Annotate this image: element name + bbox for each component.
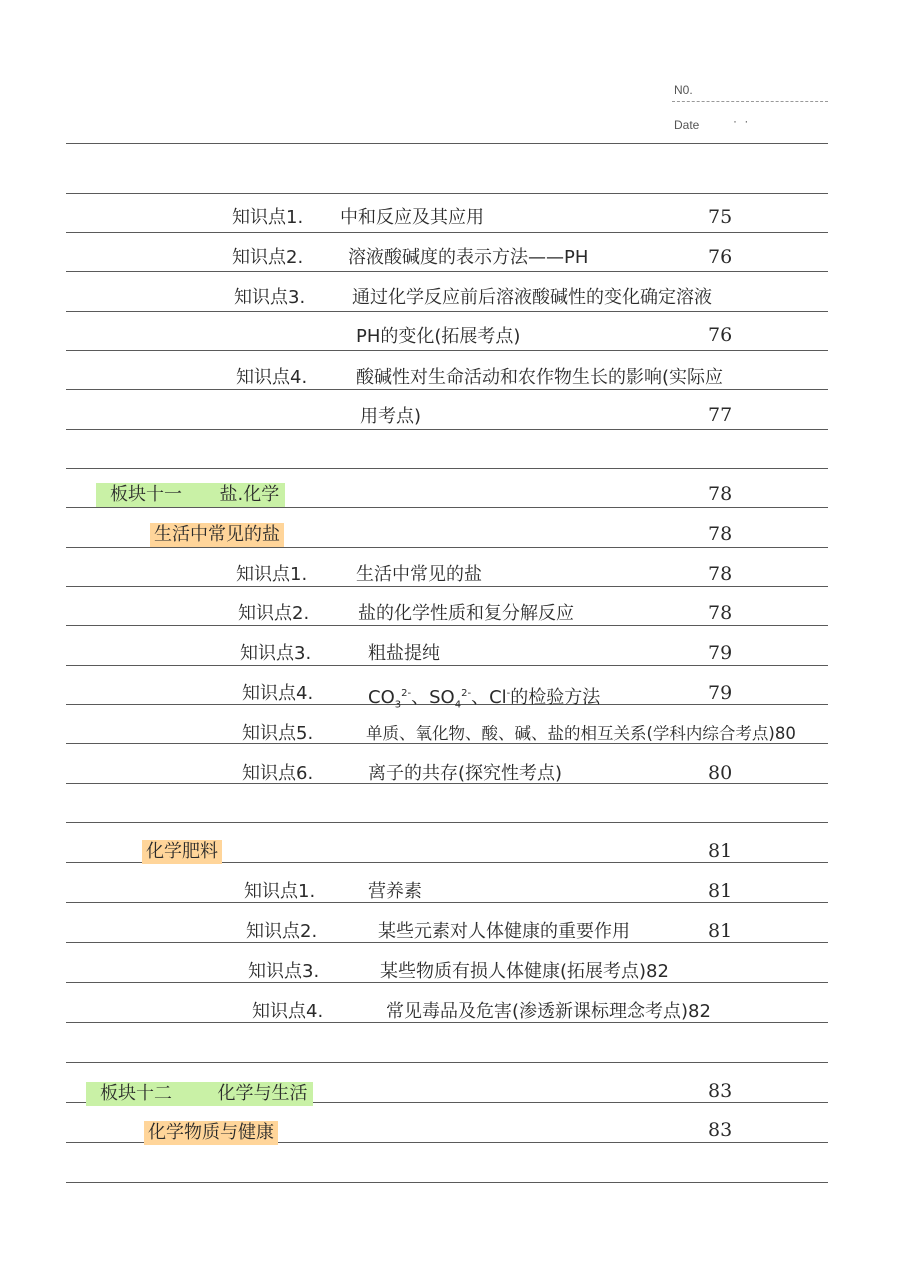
chloride-ion: Cl: [489, 687, 507, 708]
sulfate-charge: 2-: [461, 688, 472, 699]
knowledge-point-label: 知识点2.: [238, 603, 310, 624]
page-number: 78: [708, 563, 733, 585]
knowledge-point-label: 知识点3.: [234, 287, 306, 308]
entry-title: 单质、氧化物、酸、碱、盐的相互关系(学科内综合考点)80: [366, 724, 796, 743]
entry-title: 溶液酸碱度的表示方法——PH: [348, 247, 589, 268]
entry-title: 酸碱性对生命活动和农作物生长的影响(实际应: [356, 367, 724, 388]
carbonate-subscript: 3: [394, 699, 402, 711]
sulfate-ion: SO: [429, 687, 455, 708]
section-label: 板块十二: [100, 1083, 172, 1104]
subsection-title: 化学肥料: [142, 840, 222, 864]
ion-formulas: [368, 682, 600, 718]
page-number: 75: [708, 206, 733, 228]
knowledge-point-label: 知识点4.: [236, 367, 308, 388]
knowledge-point-label: 知识点1.: [236, 564, 308, 585]
page-number: 78: [708, 602, 733, 624]
knowledge-point-label: 知识点2.: [246, 921, 318, 942]
entry-title: 中和反应及其应用: [340, 207, 484, 228]
ruled-line: [66, 1182, 828, 1183]
entry-title: 盐的化学性质和复分解反应: [358, 603, 574, 624]
section-label: 板块十一: [110, 484, 182, 505]
knowledge-point-label: 知识点3.: [248, 961, 320, 982]
page-number: 83: [708, 1080, 733, 1102]
date-label: Date: [674, 118, 700, 132]
knowledge-point-label: 知识点4.: [252, 1001, 324, 1022]
page-number: 78: [708, 483, 733, 505]
page-number: 76: [708, 246, 733, 268]
ruled-line: [66, 665, 828, 666]
ruled-line: [66, 507, 828, 508]
ruled-line: [66, 429, 828, 430]
subsection-title: 化学物质与健康: [144, 1121, 278, 1145]
entry-title: 某些物质有损人体健康(拓展考点)82: [380, 961, 669, 982]
section-label-highlight: [110, 483, 285, 507]
knowledge-point-label: 知识点6.: [242, 763, 314, 784]
knowledge-point-label: 知识点2.: [232, 247, 304, 268]
ruled-line: [66, 547, 828, 548]
ruled-line: [66, 193, 828, 194]
page-number: 83: [708, 1119, 733, 1141]
page-number: 77: [708, 404, 733, 426]
page-number: 76: [708, 324, 733, 346]
knowledge-point-label: 知识点1.: [232, 207, 304, 228]
separator: 、: [471, 687, 490, 708]
date-separators: · ·: [733, 114, 751, 128]
separator: 、: [411, 687, 430, 708]
entry-title: 粗盐提纯: [368, 643, 440, 664]
section-title: 化学与生活: [217, 1083, 308, 1104]
entry-title: 通过化学反应前后溶液酸碱性的变化确定溶液: [352, 287, 712, 308]
knowledge-point-label: 知识点1.: [244, 881, 316, 902]
page-number: 80: [708, 762, 733, 784]
no-label: N0.: [674, 83, 693, 97]
entry-title: 生活中常见的盐: [356, 564, 482, 585]
ruled-line: [66, 468, 828, 469]
section-label-highlight: [100, 1082, 313, 1106]
knowledge-point-label: 知识点5.: [242, 723, 314, 744]
entry-title: 某些元素对人体健康的重要作用: [378, 921, 630, 942]
ruled-line: [66, 143, 828, 144]
page-number: 81: [708, 920, 733, 942]
ruled-line: [66, 822, 828, 823]
ruled-line: [66, 232, 828, 233]
chloride-charge: -: [506, 688, 511, 699]
no-line: [672, 101, 828, 102]
ruled-line: [66, 1062, 828, 1063]
page-number: 79: [708, 642, 733, 664]
sulfate-subscript: 4: [454, 699, 462, 711]
carbonate-ion: CO: [368, 687, 395, 708]
ruled-line: [66, 311, 828, 312]
entry-title: PH的变化(拓展考点): [356, 326, 521, 347]
ruled-line: [66, 350, 828, 351]
page-number: 81: [708, 880, 733, 902]
section-title: 盐.化学: [219, 484, 280, 505]
knowledge-point-label: 知识点4.: [242, 683, 314, 704]
entry-title: 用考点): [360, 406, 422, 427]
entry-title: 离子的共存(探究性考点): [368, 763, 563, 784]
knowledge-point-label: 知识点3.: [240, 643, 312, 664]
subsection-title: 生活中常见的盐: [150, 523, 284, 547]
page-number: 78: [708, 523, 733, 545]
carbonate-charge: 2-: [401, 688, 412, 699]
page-number: 81: [708, 840, 733, 862]
page-number: 79: [708, 682, 733, 704]
entry-title: 营养素: [368, 881, 422, 902]
ruled-line: [66, 271, 828, 272]
entry-title: 的检验方法: [510, 687, 601, 708]
entry-title: 常见毒品及危害(渗透新课标理念考点)82: [386, 1001, 711, 1022]
